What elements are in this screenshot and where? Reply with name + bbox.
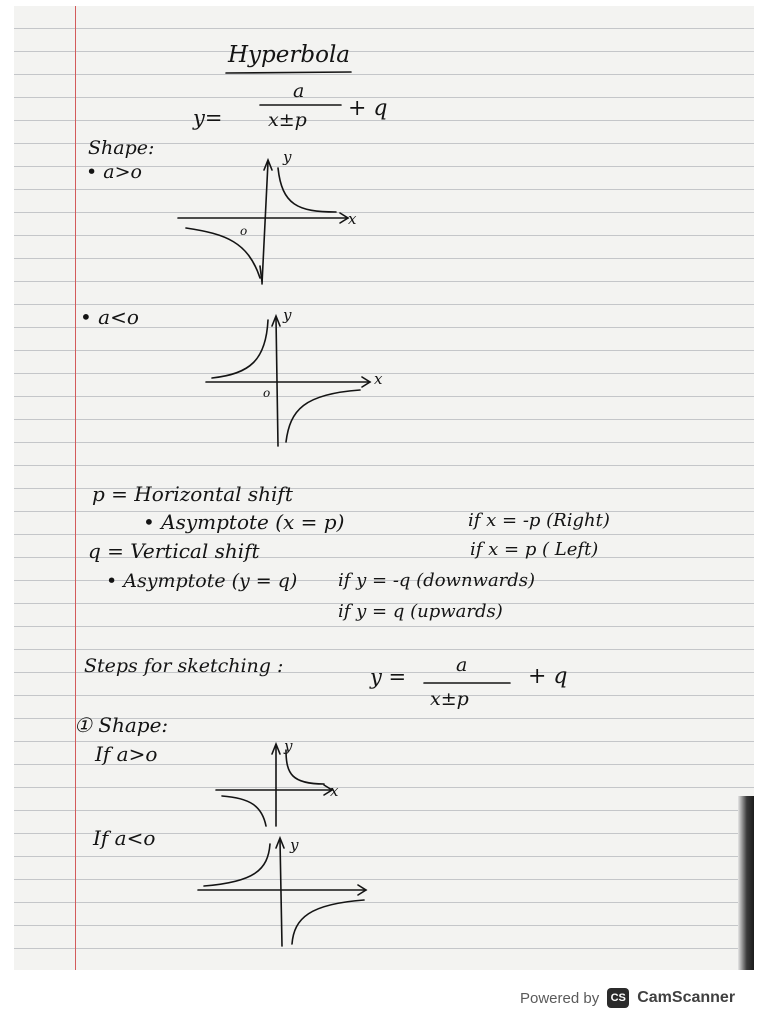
steps-formula-numerator: a [456, 654, 468, 676]
margin-line [75, 6, 76, 970]
hyperbola-sketch-a-positive [176, 150, 366, 290]
formula-denominator: x±p [268, 109, 307, 131]
sketch3-x-label: x [330, 782, 339, 800]
q-if-downwards: if y = -q (downwards) [338, 570, 536, 591]
sketch3-y-label: y [284, 737, 293, 755]
step1-sketch-a-negative [194, 834, 384, 950]
step1-if-a-positive: If a>o [95, 742, 158, 766]
p-asymptote: • Asymptote (x = p) [143, 510, 345, 534]
sketch1-origin-label: o [240, 224, 248, 238]
camscanner-brand: CamScanner [637, 989, 736, 1006]
powered-by-text: Powered by [520, 989, 600, 1007]
steps-formula-denominator: x±p [430, 688, 469, 710]
case-a-negative: • a<o [80, 305, 139, 329]
formula-numerator: a [293, 80, 305, 102]
formula-tail: + q [348, 96, 388, 121]
sketch4-y-label: y [290, 836, 299, 854]
q-asymptote: • Asymptote (y = q) [106, 570, 298, 592]
steps-formula-lhs: y = [370, 665, 407, 689]
p-horizontal-shift: p = Horizontal shift [92, 482, 293, 506]
step1-shape: ① Shape: [74, 713, 169, 737]
p-if-right: if x = -p (Right) [468, 510, 610, 531]
q-if-upwards: if y = q (upwards) [338, 601, 503, 622]
page-edge-shadow [738, 796, 754, 970]
step1-if-a-negative: If a<o [93, 826, 156, 850]
title-underline [224, 70, 354, 76]
page-title: Hyperbola [228, 42, 351, 68]
sketch1-x-label: x [348, 210, 357, 228]
shape-heading: Shape: [88, 137, 155, 159]
sketch2-origin-label: o [263, 386, 271, 400]
steps-formula-tail: + q [528, 664, 568, 689]
steps-fraction-bar [422, 681, 514, 686]
q-vertical-shift: q = Vertical shift [88, 539, 260, 563]
case-a-positive: • a>o [86, 161, 142, 183]
sketch2-x-label: x [374, 370, 383, 388]
formula-lhs: y= [193, 106, 223, 130]
sketch2-y-label: y [283, 306, 292, 324]
formula-fraction-bar [258, 103, 344, 108]
q-if-left: if x = p ( Left) [470, 539, 599, 560]
steps-label: Steps for sketching : [84, 655, 284, 677]
camscanner-footer [520, 986, 735, 1010]
camscanner-logo-icon: CS [607, 988, 629, 1008]
sketch1-y-label: y [283, 148, 292, 166]
hyperbola-sketch-a-negative [200, 310, 390, 450]
